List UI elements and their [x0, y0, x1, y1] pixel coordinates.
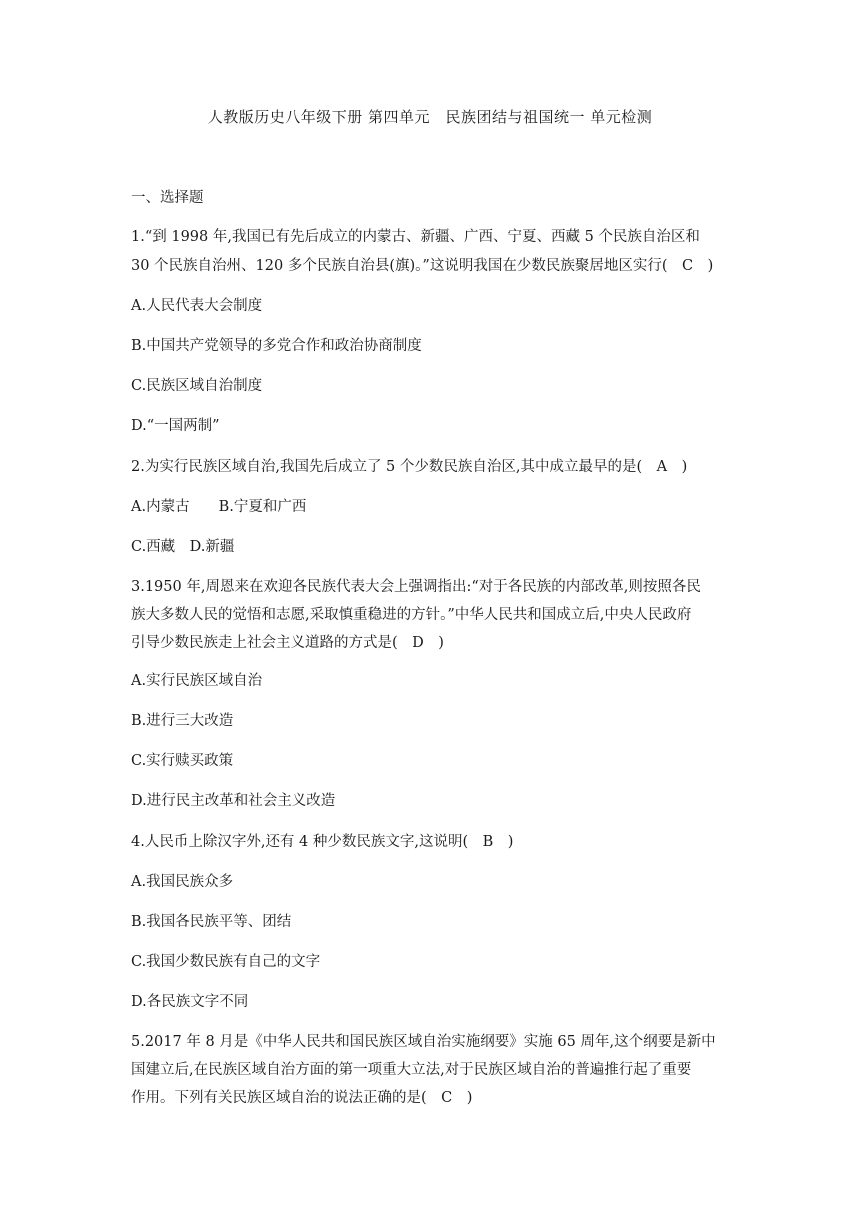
q4-option-a: A.我国民族众多: [131, 874, 234, 890]
q2-options-cd: C.西藏 D.新疆: [131, 539, 235, 555]
q4-option-c: C.我国少数民族有自己的文字: [131, 954, 321, 970]
q5-stem-line-1: 5.2017 年 8 月是《中华人民共和国民族区域自治实施纲要》实施 65 周年,这个纲要是新中: [131, 1034, 716, 1050]
q5-stem-line-2: 国建立后,在民族区域自治方面的第一项重大立法,对于民族区域自治的普遍推行起了重要: [131, 1062, 692, 1078]
q4-option-d: D.各民族文字不同: [131, 994, 249, 1010]
q1-option-c: C.民族区域自治制度: [131, 378, 263, 394]
q4-option-b: B.我国各民族平等、团结: [131, 914, 292, 930]
section-heading: 一、选择题: [131, 190, 204, 206]
q3-option-c: C.实行赎买政策: [131, 753, 234, 769]
q4-stem: 4.人民币上除汉字外,还有 4 种少数民族文字,这说明( B ): [131, 834, 514, 850]
q1-option-b: B.中国共产党领导的多党合作和政治协商制度: [131, 338, 422, 354]
q3-option-a: A.实行民族区域自治: [131, 673, 263, 689]
q1-option-a: A.人民代表大会制度: [131, 298, 263, 314]
q3-option-d: D.进行民主改革和社会主义改造: [131, 793, 336, 809]
q3-option-b: B.进行三大改造: [131, 713, 234, 729]
q1-stem-line-2: 30 个民族自治州、120 多个民族自治县(旗)。”这说明我国在少数民族聚居地区实行( C ): [131, 258, 714, 274]
q1-option-d: D.“一国两制”: [131, 418, 220, 434]
q3-stem-line-2: 族大多数人民的觉悟和志愿,采取慎重稳进的方针。”中华人民共和国成立后,中央人民政府: [131, 607, 692, 623]
document-title: 人教版历史八年级下册 第四单元 民族团结与祖国统一 单元检测: [207, 108, 653, 126]
q3-stem-line-1: 3.1950 年,周恩来在欢迎各民族代表大会上强调指出:“对于各民族的内部改革,则按照各民: [131, 579, 701, 595]
q1-stem-line-1: 1.“到 1998 年,我国已有先后成立的内蒙古、新疆、广西、宁夏、西藏 5 个民族自治区和: [131, 229, 700, 245]
q2-options-ab: A.内蒙古 B.宁夏和广西: [131, 499, 307, 515]
q3-stem-line-3: 引导少数民族走上社会主义道路的方式是( D ): [131, 635, 444, 651]
q2-stem: 2.为实行民族区域自治,我国先后成立了 5 个少数民族自治区,其中成立最早的是( A ): [131, 459, 688, 475]
q5-stem-line-3: 作用。下列有关民族区域自治的说法正确的是( C ): [131, 1090, 473, 1106]
